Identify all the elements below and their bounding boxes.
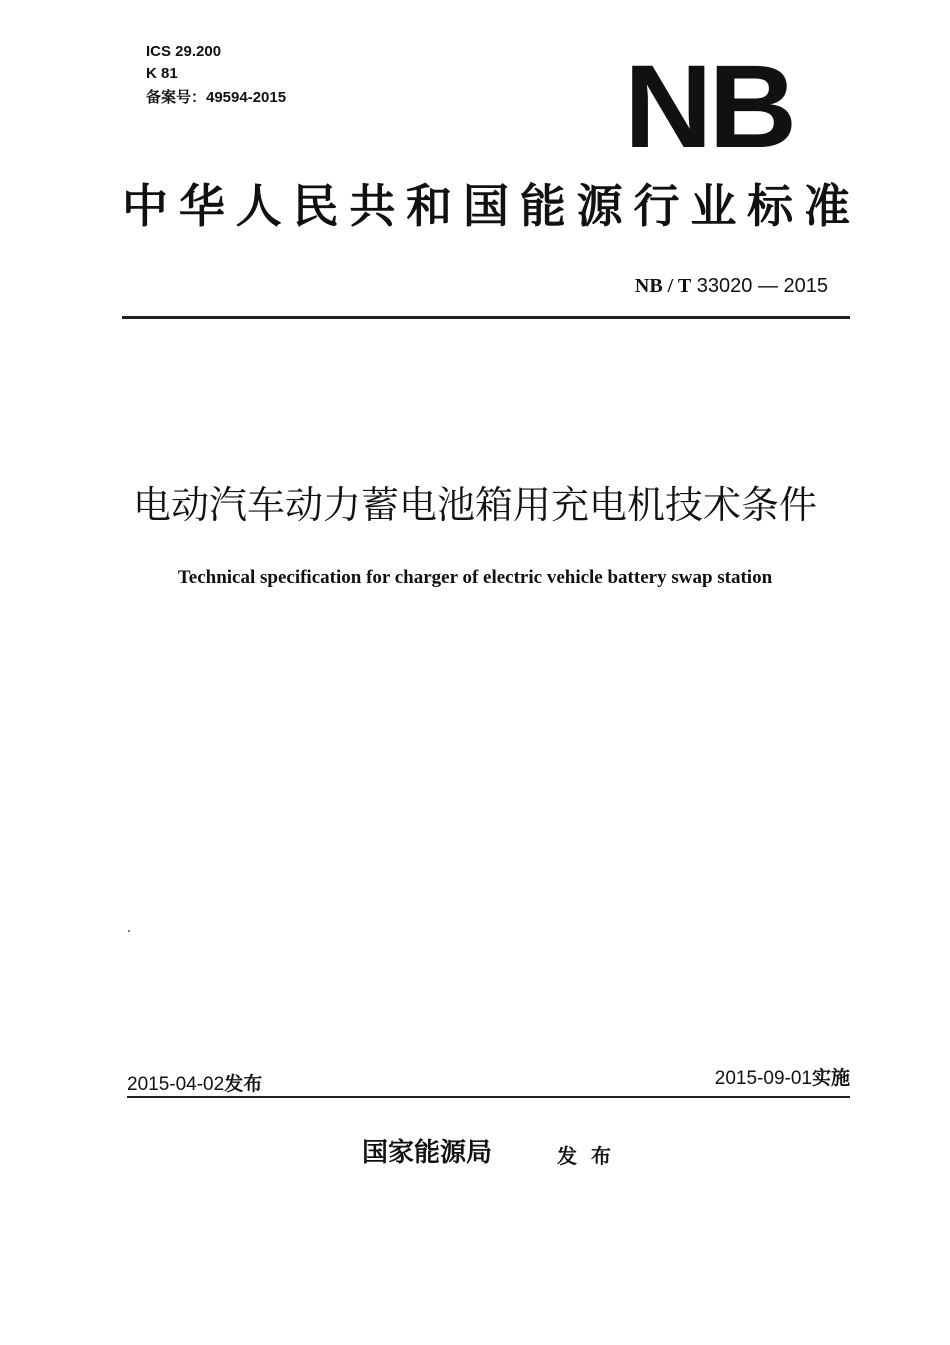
- top-divider: [122, 316, 850, 319]
- standard-number-prefix: NB / T: [634, 275, 692, 297]
- issue-word: 发布: [557, 1144, 625, 1168]
- ccs-code: K 81: [146, 65, 178, 82]
- scan-speck: [128, 930, 130, 932]
- standard-organization: 中华人民共和国能源行业标准: [122, 179, 852, 233]
- implementation-date-label: 实施: [811, 1067, 850, 1089]
- implementation-date-value: 2015-09-01: [714, 1068, 812, 1089]
- standard-number-value: 33020 — 2015: [696, 275, 828, 297]
- bottom-divider: [127, 1096, 850, 1098]
- implementation-date: [715, 1066, 850, 1091]
- issue-date-label: 发布: [224, 1073, 263, 1095]
- filing-number: 备案号：49594-2015: [146, 89, 287, 106]
- ics-code: ICS 29.200: [146, 43, 222, 60]
- title-chinese: 电动汽车动力蓄电池箱用充电机技术条件: [132, 483, 817, 527]
- issue-date: [127, 1072, 262, 1097]
- title-english: Technical specification for charger of electric vehicle battery swap station: [177, 567, 773, 588]
- issue-date-value: 2015-04-02: [127, 1074, 225, 1095]
- issuing-authority: 国家能源局: [362, 1138, 493, 1168]
- nb-logo: NB: [624, 41, 793, 173]
- standard-number: [635, 274, 828, 298]
